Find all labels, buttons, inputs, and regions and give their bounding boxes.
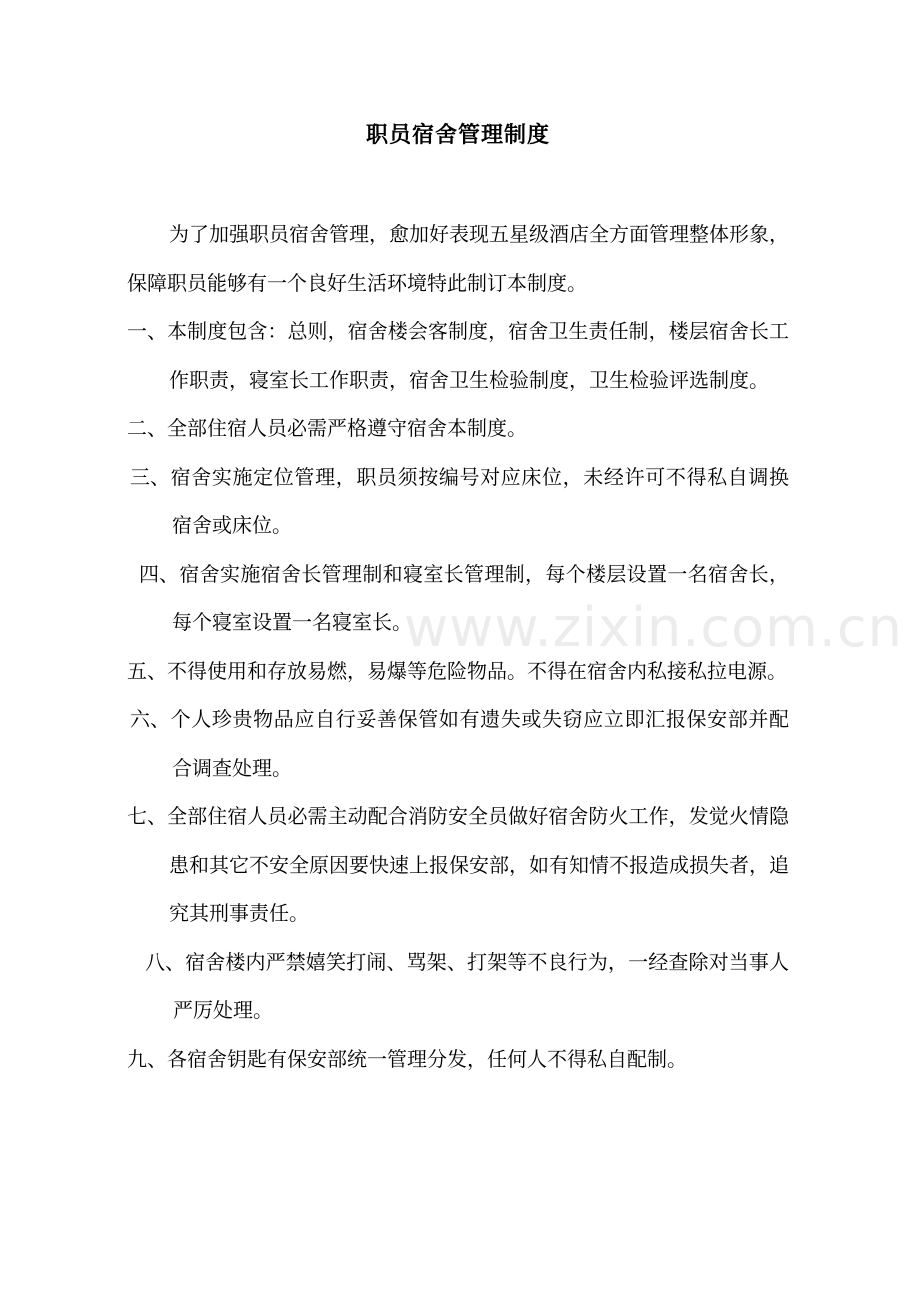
watermark-text: www.zixin.com.cn	[404, 596, 903, 659]
list-item-number: 八、	[145, 949, 185, 974]
list-item-text: 宿舍楼内严禁嬉笑打闹、骂架、打架等不良行为，一经查除对当事人严厉处理。	[173, 949, 789, 1022]
list-item-text: 全部住宿人员必需主动配合消防安全员做好宿舍防火工作，发觉火情隐患和其它不安全原因要快速上报保安部，如有知情不报造成损失者，追究其刑事责任。	[167, 804, 789, 925]
list-item-text: 不得使用和存放易燃，易爆等危险物品。不得在宿舍内私接私拉电源。	[167, 658, 787, 683]
list-item-number: 九、	[127, 1046, 167, 1071]
list-item-text: 宿舍实施定位管理，职员须按编号对应床位，未经许可不得私自调换宿舍或床位。	[170, 464, 789, 537]
list-item-number: 一、	[127, 319, 167, 343]
list-item-text: 本制度包含：总则，宿舍楼会客制度，宿舍卫生责任制，楼层宿舍长工作职责，寝室长工作职责，宿舍卫生检验制度，卫生检验评选制度。	[167, 319, 789, 392]
list-item-text: 各宿舍钥匙有保安部统一管理分发，任何人不得私自配制。	[167, 1046, 687, 1071]
list-item-text: 个人珍贵物品应自行妥善保管如有遗失或失窃应立即汇报保安部并配合调查处理。	[170, 707, 789, 780]
list-item-9	[127, 1035, 789, 1084]
intro-paragraph: 为了加强职员宿舍管理，愈加好表现五星级酒店全方面管理整体形象，保障职员能够有一个良好生活环境特此制订本制度。	[127, 222, 789, 295]
list-item-number: 五、	[127, 658, 167, 683]
list-item-text: 全部住宿人员必需严格遵守宿舍本制度。	[167, 416, 527, 440]
document-title: 职员宿舍管理制度	[365, 122, 550, 148]
list-item-number: 二、	[127, 416, 167, 440]
list-item-8	[127, 938, 789, 1035]
list-item-3	[127, 453, 789, 550]
list-item-number: 三、	[130, 464, 170, 489]
list-item-1	[127, 307, 789, 404]
list-item-text: 宿舍实施宿舍长管理制和寝室长管理制，每个楼层设置一名宿舍长，每个寝室设置一名寝室长。	[172, 561, 789, 634]
list-item-2	[127, 404, 789, 453]
list-item-4	[127, 550, 789, 647]
list-item-number: 七、	[127, 804, 167, 828]
list-item-5	[127, 647, 789, 696]
list-item-number: 四、	[139, 561, 179, 586]
list-item-6	[127, 695, 789, 792]
list-item-7	[127, 792, 789, 938]
list-item-number: 六、	[130, 707, 170, 731]
document-body	[127, 210, 789, 1083]
